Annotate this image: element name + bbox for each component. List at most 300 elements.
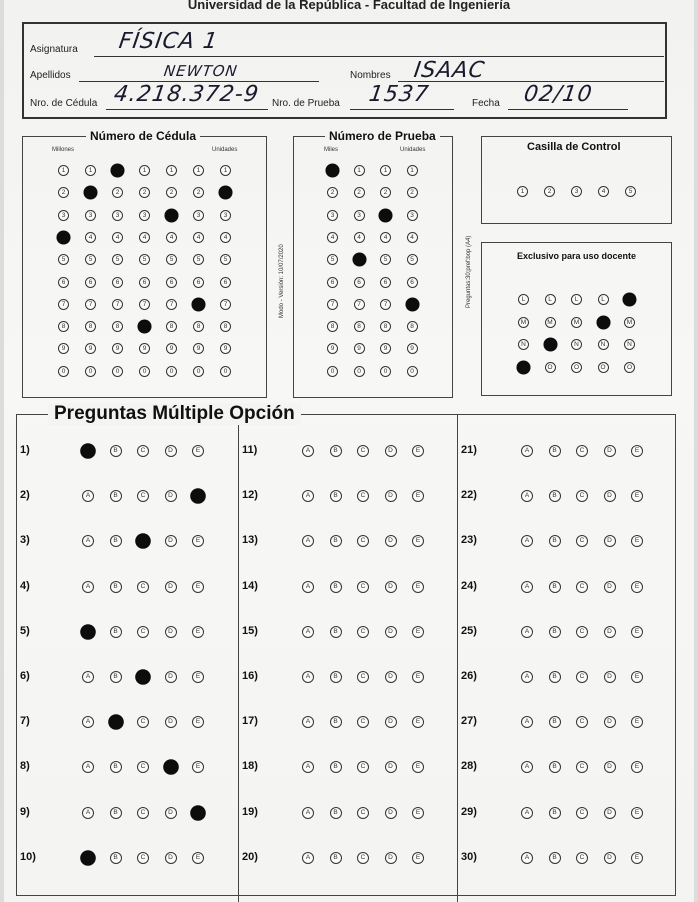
answer-bubble[interactable]: C [576,671,588,683]
answer-bubble[interactable]: C [357,626,369,638]
cedula_grid-bubble[interactable]: 5 [58,254,69,265]
answer-bubble[interactable]: B [110,581,122,593]
control-bubble[interactable]: 4 [598,186,609,197]
answer-bubble[interactable]: E [412,535,424,547]
cedula_grid-bubble[interactable]: 8 [58,321,69,332]
prueba_grid-bubble[interactable]: 6 [327,277,338,288]
cedula-right-label: Unidades [212,147,238,153]
cedula_grid-bubble[interactable]: 0 [112,366,123,377]
answer-bubble[interactable]: D [385,671,397,683]
nombres-value[interactable]: ISAAC [412,58,487,83]
cedula_grid-bubble[interactable] [164,208,178,222]
answer-bubble[interactable]: A [302,490,314,502]
answer-bubble[interactable]: C [576,807,588,819]
cedula_grid-bubble[interactable]: 5 [166,254,177,265]
cedula_grid-bubble[interactable] [56,230,70,244]
cedula_grid-bubble[interactable]: 6 [58,277,69,288]
answer-bubble[interactable]: D [165,490,177,502]
prueba_grid-bubble[interactable]: 7 [380,299,391,310]
answer-bubble[interactable]: E [631,852,643,864]
answer-bubble[interactable]: B [549,716,561,728]
answer-bubble[interactable]: E [631,716,643,728]
answer-bubble[interactable]: C [137,807,149,819]
cedula_grid-bubble[interactable]: 2 [58,187,69,198]
answer-bubble[interactable]: D [165,671,177,683]
cedula_grid-bubble[interactable]: 2 [166,187,177,198]
docente-bubble[interactable]: M [624,317,635,328]
answer-bubble[interactable] [163,760,179,776]
cedula_grid-bubble[interactable]: 7 [139,299,150,310]
nombres-label: Nombres [350,70,391,81]
cedula_grid-bubble[interactable]: 0 [193,366,204,377]
prueba_grid-bubble[interactable]: 8 [327,321,338,332]
prueba_grid-bubble[interactable]: 7 [354,299,365,310]
answer-bubble[interactable]: B [549,626,561,638]
answer-bubble[interactable]: B [330,671,342,683]
answer-bubble[interactable]: C [137,445,149,457]
cedula_grid-bubble[interactable]: 7 [166,299,177,310]
docente-bubble[interactable]: M [518,317,529,328]
answer-bubble[interactable]: D [604,626,616,638]
answer-bubble[interactable]: C [137,716,149,728]
answer-bubble[interactable]: A [302,761,314,773]
prueba_grid-bubble[interactable]: 4 [354,232,365,243]
question-number: 6) [20,670,30,682]
answer-bubble[interactable] [190,805,206,821]
docente-bubble[interactable]: N [518,339,529,350]
cedula_grid-bubble[interactable]: 1 [58,165,69,176]
preguntas-side-text: Preguntas:30;pref:bop (A4) [466,235,472,308]
answer-bubble[interactable]: C [576,490,588,502]
answer-bubble[interactable]: A [82,807,94,819]
prueba_grid-bubble[interactable]: 3 [407,210,418,221]
question-number: 24) [461,579,477,592]
cedula_grid-bubble[interactable]: 6 [220,277,231,288]
cedula_grid-bubble[interactable]: 7 [85,299,96,310]
prueba_grid-bubble[interactable]: 2 [380,187,391,198]
docente-bubble[interactable]: L [571,294,582,305]
cedula_grid-bubble[interactable]: 8 [166,321,177,332]
cedula_grid-bubble[interactable]: 8 [220,321,231,332]
answer-bubble[interactable]: E [631,761,643,773]
answer-bubble[interactable]: A [302,626,314,638]
fecha-value[interactable]: 02/10 [522,82,595,107]
prueba_grid-bubble[interactable]: 4 [380,232,391,243]
prueba_grid-bubble[interactable]: 9 [407,343,418,354]
answer-bubble[interactable]: D [604,535,616,547]
cedula_grid-bubble[interactable]: 9 [139,343,150,354]
prueba_grid-bubble[interactable]: 2 [327,187,338,198]
answer-bubble[interactable]: E [631,671,643,683]
question-number: 1) [20,444,30,456]
answer-bubble[interactable] [80,443,96,459]
answer-bubble[interactable]: A [521,535,533,547]
cedula_grid-bubble[interactable]: 0 [220,366,231,377]
prueba_grid-bubble[interactable] [352,253,366,267]
answer-bubble[interactable]: B [110,852,122,864]
answer-bubble[interactable]: E [412,671,424,683]
answer-bubble[interactable]: C [357,716,369,728]
cedula_grid-bubble[interactable]: 4 [220,232,231,243]
version-side-text: Modo - Versión: 10/07/2020 [279,244,285,318]
answer-bubble[interactable]: A [521,716,533,728]
answer-bubble[interactable]: D [385,761,397,773]
cedula_grid-bubble[interactable]: 9 [220,343,231,354]
prueba_grid-bubble[interactable]: 6 [407,277,418,288]
answer-bubble[interactable]: B [330,716,342,728]
prueba_grid-bubble[interactable]: 5 [407,254,418,265]
control-bubble[interactable]: 1 [517,186,528,197]
answer-bubble[interactable] [80,850,96,866]
answer-bubble[interactable]: A [302,716,314,728]
answer-bubble[interactable]: D [165,445,177,457]
cedula_grid-bubble[interactable]: 2 [193,187,204,198]
answer-bubble[interactable]: E [192,716,204,728]
answer-bubble[interactable]: C [357,490,369,502]
answer-bubble[interactable]: A [521,581,533,593]
answer-bubble[interactable]: A [82,761,94,773]
answer-bubble[interactable]: A [302,445,314,457]
control-bubble[interactable]: 3 [571,186,582,197]
answer-bubble[interactable]: B [549,445,561,457]
cedula_grid-bubble[interactable]: 7 [220,299,231,310]
answer-bubble[interactable]: D [385,807,397,819]
answer-bubble[interactable]: B [110,761,122,773]
answer-bubble[interactable]: E [412,852,424,864]
answer-bubble[interactable]: D [385,716,397,728]
answer-bubble[interactable]: B [330,626,342,638]
cedula_grid-bubble[interactable]: 4 [166,232,177,243]
question-number: 15) [242,624,258,637]
answer-bubble[interactable]: E [192,445,204,457]
answer-bubble[interactable]: D [385,445,397,457]
answer-bubble[interactable]: D [604,490,616,502]
answer-bubble[interactable]: B [549,807,561,819]
answer-bubble[interactable]: D [604,581,616,593]
answer-bubble[interactable]: D [165,852,177,864]
answer-bubble[interactable]: B [110,490,122,502]
prueba_grid-bubble[interactable]: 4 [327,232,338,243]
answer-bubble[interactable]: E [412,581,424,593]
cedula_grid-bubble[interactable]: 1 [166,165,177,176]
docente-bubble[interactable]: O [571,362,582,373]
answer-bubble[interactable]: E [412,490,424,502]
asignatura-label: Asignatura [30,44,78,55]
control-bubble[interactable]: 2 [544,186,555,197]
answer-bubble[interactable]: B [330,761,342,773]
apellidos-value[interactable]: NEWTON [162,62,239,80]
cedula_grid-bubble[interactable]: 9 [193,343,204,354]
prueba_grid-bubble[interactable]: 2 [407,187,418,198]
prueba_grid-bubble[interactable]: 4 [407,232,418,243]
cedula_grid-bubble[interactable]: 6 [85,277,96,288]
answer-bubble[interactable]: C [576,535,588,547]
cedula_grid-bubble[interactable]: 1 [85,165,96,176]
answer-bubble[interactable]: B [549,671,561,683]
cedula_grid-bubble[interactable]: 8 [193,321,204,332]
cedula_grid-bubble[interactable]: 0 [85,366,96,377]
answer-bubble[interactable]: C [357,671,369,683]
answer-bubble[interactable]: D [604,807,616,819]
cedula_grid-bubble[interactable]: 3 [139,210,150,221]
docente-bubble[interactable]: O [598,362,609,373]
cedula_grid-bubble[interactable]: 4 [112,232,123,243]
answer-bubble[interactable]: D [385,581,397,593]
answer-bubble[interactable]: E [631,445,643,457]
prueba_grid-bubble[interactable]: 9 [380,343,391,354]
cedula_grid-bubble[interactable]: 2 [139,187,150,198]
answer-bubble[interactable]: C [357,807,369,819]
prueba_grid-bubble[interactable] [378,208,392,222]
cedula_grid-bubble[interactable]: 5 [112,254,123,265]
answer-bubble[interactable]: A [521,490,533,502]
cedula_grid-bubble[interactable]: 5 [193,254,204,265]
prueba_grid-bubble[interactable]: 2 [354,187,365,198]
answer-bubble[interactable]: E [412,626,424,638]
answer-bubble[interactable]: E [192,626,204,638]
cedula-line [106,109,268,110]
cedula_grid-bubble[interactable]: 2 [112,187,123,198]
answer-bubble[interactable]: B [110,626,122,638]
answer-bubble[interactable]: C [137,626,149,638]
docente-bubble[interactable]: L [598,294,609,305]
answer-bubble[interactable]: E [631,490,643,502]
cedula_grid-bubble[interactable]: 3 [193,210,204,221]
cedula_grid-bubble[interactable]: 8 [112,321,123,332]
answer-bubble[interactable] [108,714,124,730]
answer-bubble[interactable]: E [631,535,643,547]
answer-bubble[interactable]: D [604,445,616,457]
answer-bubble[interactable]: C [357,581,369,593]
prueba_grid-bubble[interactable]: 1 [354,165,365,176]
answer-bubble[interactable]: A [302,581,314,593]
answer-bubble[interactable]: B [330,535,342,547]
answer-bubble[interactable]: A [82,535,94,547]
answer-bubble[interactable]: E [631,626,643,638]
answer-bubble[interactable]: A [521,626,533,638]
answer-bubble[interactable]: D [604,761,616,773]
cedula_grid-bubble[interactable]: 1 [220,165,231,176]
asignatura-value[interactable]: FÍSICA 1 [117,29,220,54]
answer-bubble[interactable]: A [521,761,533,773]
answer-bubble[interactable]: E [192,581,204,593]
answer-bubble[interactable]: B [330,445,342,457]
answer-bubble[interactable]: A [302,852,314,864]
answer-bubble[interactable]: C [357,535,369,547]
cedula_grid-bubble[interactable]: 9 [58,343,69,354]
prueba-value[interactable]: 1537 [367,82,431,107]
prueba_grid-bubble[interactable]: 9 [327,343,338,354]
prueba_grid-bubble[interactable]: 8 [354,321,365,332]
answer-bubble[interactable] [80,624,96,640]
cedula_grid-bubble[interactable]: 3 [58,210,69,221]
answer-bubble[interactable]: D [385,535,397,547]
answer-bubble[interactable]: C [576,445,588,457]
answer-bubble[interactable]: C [357,761,369,773]
answer-bubble[interactable]: D [604,671,616,683]
answer-bubble[interactable]: C [576,581,588,593]
answer-bubble[interactable]: D [604,852,616,864]
docente-bubble[interactable]: N [624,339,635,350]
answer-bubble[interactable]: D [165,535,177,547]
answer-bubble[interactable]: A [302,807,314,819]
prueba_grid-bubble[interactable] [325,163,339,177]
answer-bubble[interactable] [135,669,151,685]
answer-bubble[interactable]: D [385,490,397,502]
cedula_grid-bubble[interactable]: 3 [85,210,96,221]
prueba_grid-bubble[interactable]: 1 [380,165,391,176]
control-bubble[interactable]: 5 [625,186,636,197]
answer-bubble[interactable]: E [631,581,643,593]
answer-bubble[interactable]: B [110,807,122,819]
cedula_grid-bubble[interactable]: 5 [85,254,96,265]
answer-bubble[interactable]: E [412,445,424,457]
answer-bubble[interactable]: C [137,581,149,593]
answer-bubble[interactable]: D [604,716,616,728]
cedula_grid-bubble[interactable]: 4 [85,232,96,243]
question-number: 25) [461,624,477,637]
answer-bubble[interactable]: D [165,626,177,638]
cedula_grid-bubble[interactable]: 1 [193,165,204,176]
prueba_grid-bubble[interactable] [405,297,419,311]
prueba_grid-bubble[interactable]: 0 [380,366,391,377]
answer-bubble[interactable]: B [549,761,561,773]
answer-bubble[interactable]: B [330,852,342,864]
mcq-box [16,414,676,896]
docente-bubble[interactable]: N [598,339,609,350]
cedula_grid-bubble[interactable]: 5 [220,254,231,265]
answer-bubble[interactable]: E [192,852,204,864]
answer-bubble[interactable]: B [330,581,342,593]
answer-bubble[interactable]: C [576,852,588,864]
answer-bubble[interactable]: A [302,671,314,683]
cedula_grid-bubble[interactable]: 7 [112,299,123,310]
cedula_grid-bubble[interactable]: 3 [112,210,123,221]
answer-bubble[interactable]: B [549,581,561,593]
answer-bubble[interactable]: A [82,716,94,728]
answer-bubble[interactable]: C [137,852,149,864]
cedula_grid-bubble[interactable]: 3 [220,210,231,221]
prueba_grid-bubble[interactable]: 9 [354,343,365,354]
docente-bubble[interactable] [596,315,610,329]
answer-bubble[interactable]: A [82,581,94,593]
answer-bubble[interactable]: A [521,445,533,457]
answer-bubble[interactable]: D [165,807,177,819]
answer-bubble[interactable]: A [521,852,533,864]
prueba_grid-bubble[interactable]: 3 [354,210,365,221]
answer-bubble[interactable]: B [110,535,122,547]
answer-bubble[interactable]: E [192,761,204,773]
prueba_grid-bubble[interactable]: 0 [354,366,365,377]
cedula-value[interactable]: 4.218.372-9 [112,82,261,107]
prueba-label: Nro. de Prueba [272,98,340,109]
answer-bubble[interactable]: B [110,445,122,457]
docente-bubble[interactable]: M [571,317,582,328]
docente-bubble[interactable]: N [571,339,582,350]
prueba_grid-bubble[interactable]: 5 [327,254,338,265]
answer-bubble[interactable]: E [192,671,204,683]
docente-bubble[interactable] [516,360,530,374]
answer-bubble[interactable]: E [412,807,424,819]
cedula_grid-bubble[interactable] [110,163,124,177]
cedula_grid-bubble[interactable]: 6 [139,277,150,288]
answer-bubble[interactable]: B [330,807,342,819]
answer-bubble[interactable]: C [576,761,588,773]
cedula_grid-bubble[interactable]: 8 [85,321,96,332]
answer-bubble[interactable]: A [521,807,533,819]
answer-bubble[interactable]: C [357,852,369,864]
cedula_grid-bubble[interactable]: 7 [58,299,69,310]
answer-bubble[interactable]: A [82,671,94,683]
answer-bubble[interactable]: C [576,626,588,638]
answer-bubble[interactable]: C [137,761,149,773]
prueba_grid-bubble[interactable]: 6 [354,277,365,288]
docente-bubble[interactable]: L [545,294,556,305]
answer-bubble[interactable]: B [549,490,561,502]
prueba_grid-bubble[interactable]: 8 [380,321,391,332]
answer-bubble[interactable]: D [165,716,177,728]
answer-bubble[interactable]: D [385,626,397,638]
docente-bubble[interactable]: O [624,362,635,373]
answer-bubble[interactable]: C [357,445,369,457]
cedula_grid-bubble[interactable]: 9 [112,343,123,354]
docente-bubble[interactable]: M [545,317,556,328]
cedula_grid-bubble[interactable]: 4 [193,232,204,243]
prueba_grid-bubble[interactable]: 6 [380,277,391,288]
docente-bubble[interactable]: O [545,362,556,373]
answer-bubble[interactable]: B [330,490,342,502]
cedula_grid-bubble[interactable]: 9 [166,343,177,354]
prueba_grid-bubble[interactable]: 0 [327,366,338,377]
answer-bubble[interactable]: E [412,761,424,773]
docente-bubble[interactable] [543,337,557,351]
cedula_grid-bubble[interactable] [137,320,151,334]
answer-bubble[interactable]: C [137,490,149,502]
cedula_grid-bubble[interactable]: 5 [139,254,150,265]
answer-bubble[interactable]: D [385,852,397,864]
prueba_grid-bubble[interactable]: 8 [407,321,418,332]
answer-bubble[interactable]: A [302,535,314,547]
cedula_grid-bubble[interactable]: 6 [166,277,177,288]
answer-bubble[interactable]: E [631,807,643,819]
answer-bubble[interactable]: B [549,535,561,547]
cedula_grid-bubble[interactable]: 4 [139,232,150,243]
answer-bubble[interactable]: C [576,716,588,728]
prueba_grid-bubble[interactable]: 7 [327,299,338,310]
answer-bubble[interactable]: A [521,671,533,683]
answer-bubble[interactable]: D [165,581,177,593]
cedula_grid-bubble[interactable]: 1 [139,165,150,176]
prueba_grid-bubble[interactable]: 5 [380,254,391,265]
cedula_grid-bubble[interactable]: 0 [166,366,177,377]
answer-bubble[interactable]: E [412,716,424,728]
docente-bubble[interactable] [622,292,636,306]
answer-bubble[interactable]: B [110,671,122,683]
prueba_grid-bubble[interactable]: 3 [327,210,338,221]
cedula_grid-bubble[interactable]: 0 [58,366,69,377]
prueba_grid-bubble[interactable]: 1 [407,165,418,176]
answer-bubble[interactable]: E [192,535,204,547]
cedula_grid-bubble[interactable]: 0 [139,366,150,377]
cedula_grid-bubble[interactable]: 6 [193,277,204,288]
cedula_grid-bubble[interactable]: 9 [85,343,96,354]
answer-bubble[interactable]: A [82,490,94,502]
prueba_grid-bubble[interactable]: 0 [407,366,418,377]
cedula_grid-bubble[interactable]: 6 [112,277,123,288]
answer-bubble[interactable]: B [549,852,561,864]
docente-bubble[interactable]: L [518,294,529,305]
cedula_grid-bubble[interactable] [191,297,205,311]
